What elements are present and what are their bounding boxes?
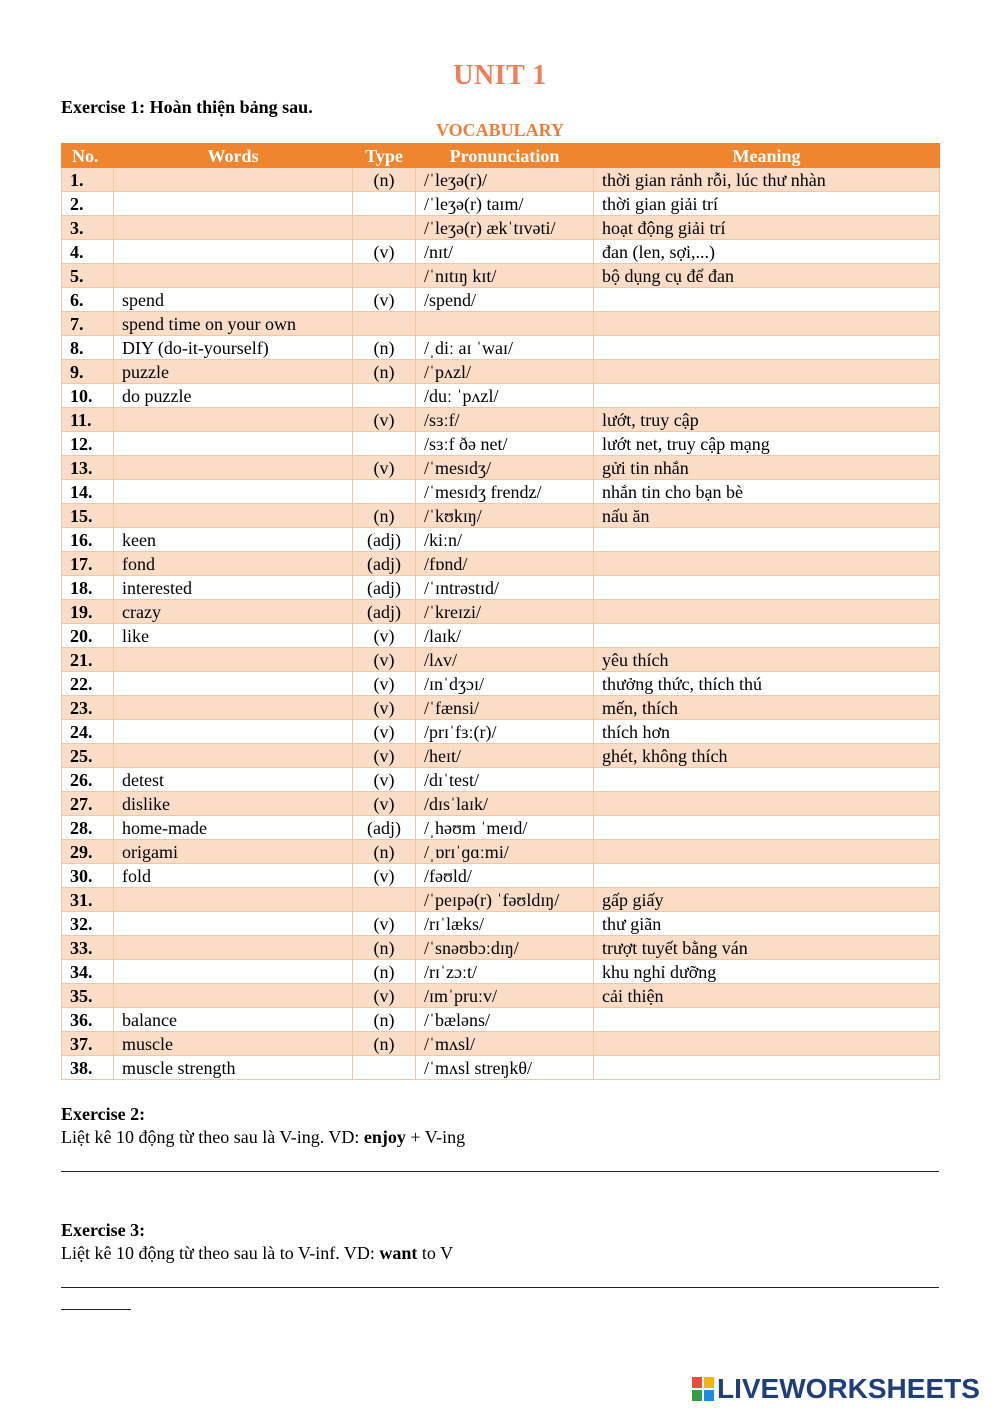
pronunciation-cell: /ˈleʒə(r)/ xyxy=(416,168,594,192)
column-header-words: Words xyxy=(114,144,353,168)
table-row xyxy=(62,720,940,744)
word-cell[interactable] xyxy=(114,408,353,432)
table-row xyxy=(62,456,940,480)
type-cell: (adj) xyxy=(353,576,416,600)
type-cell xyxy=(353,480,416,504)
word-cell[interactable]: fold xyxy=(114,864,353,888)
word-cell[interactable]: DIY (do-it-yourself) xyxy=(114,336,353,360)
type-cell: (v) xyxy=(353,648,416,672)
type-cell xyxy=(353,264,416,288)
row-number: 6. xyxy=(62,288,114,312)
meaning-cell[interactable]: thích hơn xyxy=(594,720,940,744)
logo-square-3 xyxy=(692,1390,702,1401)
table-row xyxy=(62,552,940,576)
pronunciation-cell: /duː ˈpʌzl/ xyxy=(416,384,594,408)
row-number: 21. xyxy=(62,648,114,672)
pronunciation-cell: /ˈpʌzl/ xyxy=(416,360,594,384)
meaning-cell[interactable] xyxy=(594,576,940,600)
table-row xyxy=(62,984,940,1008)
type-cell: (v) xyxy=(353,720,416,744)
type-cell: (adj) xyxy=(353,600,416,624)
table-row xyxy=(62,192,940,216)
exercise3-title: Exercise 3: xyxy=(61,1220,146,1240)
meaning-cell[interactable] xyxy=(594,552,940,576)
logo-square-4 xyxy=(704,1390,714,1401)
type-cell xyxy=(353,216,416,240)
type-cell: (n) xyxy=(353,960,416,984)
row-number: 14. xyxy=(62,480,114,504)
pronunciation-cell: /fɒnd/ xyxy=(416,552,594,576)
type-cell: (adj) xyxy=(353,552,416,576)
liveworksheets-brand xyxy=(692,1374,980,1404)
exercise3-instruction xyxy=(61,1243,453,1264)
row-number: 30. xyxy=(62,864,114,888)
table-row xyxy=(62,576,940,600)
table-row xyxy=(62,840,940,864)
type-cell: (n) xyxy=(353,840,416,864)
pronunciation-cell: /dɪsˈlaɪk/ xyxy=(416,792,594,816)
type-cell: (v) xyxy=(353,792,416,816)
row-number: 23. xyxy=(62,696,114,720)
meaning-cell[interactable] xyxy=(594,768,940,792)
type-cell xyxy=(353,1056,416,1080)
word-cell[interactable]: detest xyxy=(114,768,353,792)
table-row xyxy=(62,408,940,432)
meaning-cell[interactable] xyxy=(594,624,940,648)
exercise2-text-after: + V-ing xyxy=(405,1127,466,1147)
pronunciation-cell: /ˌɒrɪˈɡɑːmi/ xyxy=(416,840,594,864)
table-row xyxy=(62,504,940,528)
table-row xyxy=(62,1032,940,1056)
table-row xyxy=(62,768,940,792)
type-cell: (adj) xyxy=(353,816,416,840)
type-cell: (n) xyxy=(353,168,416,192)
type-cell: (n) xyxy=(353,504,416,528)
logo-square-1 xyxy=(692,1377,702,1388)
pronunciation-cell: /heɪt/ xyxy=(416,744,594,768)
word-cell[interactable] xyxy=(114,240,353,264)
type-cell: (n) xyxy=(353,1032,416,1056)
meaning-cell[interactable]: thời gian rảnh rỗi, lúc thư nhàn xyxy=(594,168,940,192)
word-cell[interactable]: muscle xyxy=(114,1032,353,1056)
vocabulary-title: VOCABULARY xyxy=(435,120,564,140)
column-header-no: No. xyxy=(62,144,114,168)
pronunciation-cell: /fəʊld/ xyxy=(416,864,594,888)
word-cell[interactable]: balance xyxy=(114,1008,353,1032)
table-row xyxy=(62,288,940,312)
meaning-cell[interactable]: trượt tuyết bằng ván xyxy=(594,936,940,960)
word-cell[interactable] xyxy=(114,216,353,240)
type-cell: (v) xyxy=(353,456,416,480)
row-number: 29. xyxy=(62,840,114,864)
type-cell: (n) xyxy=(353,360,416,384)
type-cell: (v) xyxy=(353,864,416,888)
logo-square-2 xyxy=(704,1377,714,1388)
table-row xyxy=(62,672,940,696)
meaning-cell[interactable]: lướt, truy cập xyxy=(594,408,940,432)
word-cell[interactable]: origami xyxy=(114,840,353,864)
table-row xyxy=(62,624,940,648)
column-header-pronunciation: Pronunciation xyxy=(416,144,594,168)
liveworksheets-logo-icon xyxy=(692,1377,714,1401)
meaning-cell[interactable]: mến, thích xyxy=(594,696,940,720)
pronunciation-cell: /prɪˈfɜː(r)/ xyxy=(416,720,594,744)
word-cell[interactable] xyxy=(114,648,353,672)
meaning-cell[interactable]: yêu thích xyxy=(594,648,940,672)
row-number: 22. xyxy=(62,672,114,696)
type-cell: (v) xyxy=(353,240,416,264)
meaning-cell[interactable]: đan (len, sợi,...) xyxy=(594,240,940,264)
row-number: 34. xyxy=(62,960,114,984)
meaning-cell[interactable] xyxy=(594,864,940,888)
type-cell xyxy=(353,192,416,216)
exercise2-title: Exercise 2: xyxy=(61,1104,146,1124)
pronunciation-cell: /ˈɪntrəstɪd/ xyxy=(416,576,594,600)
exercise3-example-verb: want xyxy=(379,1243,418,1263)
pronunciation-cell: /ˌhəʊm ˈmeɪd/ xyxy=(416,816,594,840)
type-cell: (v) xyxy=(353,672,416,696)
vocabulary-table xyxy=(61,143,940,1080)
pronunciation-cell: /ˈnɪtɪŋ kɪt/ xyxy=(416,264,594,288)
word-cell[interactable] xyxy=(114,936,353,960)
pronunciation-cell: /sɜːf ðə net/ xyxy=(416,432,594,456)
meaning-cell[interactable]: bộ dụng cụ để đan xyxy=(594,264,940,288)
type-cell: (v) xyxy=(353,408,416,432)
word-cell[interactable]: interested xyxy=(114,576,353,600)
table-row xyxy=(62,384,940,408)
type-cell: (v) xyxy=(353,696,416,720)
meaning-cell[interactable]: gấp giấy xyxy=(594,888,940,912)
row-number: 11. xyxy=(62,408,114,432)
table-row xyxy=(62,432,940,456)
word-cell[interactable]: muscle strength xyxy=(114,1056,353,1080)
word-cell[interactable] xyxy=(114,744,353,768)
pronunciation-cell: /ˌdiː aɪ ˈwaɪ/ xyxy=(416,336,594,360)
type-cell: (n) xyxy=(353,336,416,360)
meaning-cell[interactable]: khu nghỉ dưỡng xyxy=(594,960,940,984)
meaning-cell[interactable] xyxy=(594,1008,940,1032)
row-number: 18. xyxy=(62,576,114,600)
type-cell: (v) xyxy=(353,984,416,1008)
pronunciation-cell: /nɪt/ xyxy=(416,240,594,264)
pronunciation-cell: /rɪˈlæks/ xyxy=(416,912,594,936)
table-header-row xyxy=(62,144,940,168)
table-row xyxy=(62,528,940,552)
pronunciation-cell: /ˈkreɪzi/ xyxy=(416,600,594,624)
word-cell[interactable]: keen xyxy=(114,528,353,552)
word-cell[interactable]: puzzle xyxy=(114,360,353,384)
pronunciation-cell: /spend/ xyxy=(416,288,594,312)
type-cell: (adj) xyxy=(353,528,416,552)
pronunciation-cell: /ˈmʌsl/ xyxy=(416,1032,594,1056)
row-number: 1. xyxy=(62,168,114,192)
word-cell[interactable]: fond xyxy=(114,552,353,576)
type-cell: (v) xyxy=(353,768,416,792)
meaning-cell[interactable]: lướt net, truy cập mạng xyxy=(594,432,940,456)
pronunciation-cell: /sɜːf/ xyxy=(416,408,594,432)
vocabulary-table-body xyxy=(62,168,940,1080)
row-number: 27. xyxy=(62,792,114,816)
word-cell[interactable] xyxy=(114,456,353,480)
word-cell[interactable]: dislike xyxy=(114,792,353,816)
table-row xyxy=(62,648,940,672)
meaning-cell[interactable]: thời gian giải trí xyxy=(594,192,940,216)
exercise2-answer-line[interactable] xyxy=(61,1171,939,1172)
row-number: 20. xyxy=(62,624,114,648)
row-number: 31. xyxy=(62,888,114,912)
meaning-cell[interactable]: thư giãn xyxy=(594,912,940,936)
meaning-cell[interactable] xyxy=(594,384,940,408)
row-number: 36. xyxy=(62,1008,114,1032)
unit-title: UNIT 1 xyxy=(453,60,547,91)
meaning-cell[interactable] xyxy=(594,360,940,384)
word-cell[interactable] xyxy=(114,432,353,456)
word-cell[interactable] xyxy=(114,480,353,504)
meaning-cell[interactable] xyxy=(594,288,940,312)
meaning-cell[interactable] xyxy=(594,792,940,816)
table-row xyxy=(62,744,940,768)
word-cell[interactable]: do puzzle xyxy=(114,384,353,408)
pronunciation-cell: /dɪˈtest/ xyxy=(416,768,594,792)
table-row xyxy=(62,936,940,960)
row-number: 28. xyxy=(62,816,114,840)
row-number: 33. xyxy=(62,936,114,960)
row-number: 5. xyxy=(62,264,114,288)
table-row xyxy=(62,696,940,720)
meaning-cell[interactable] xyxy=(594,1056,940,1080)
row-number: 15. xyxy=(62,504,114,528)
word-cell[interactable]: home-made xyxy=(114,816,353,840)
type-cell xyxy=(353,312,416,336)
table-row xyxy=(62,168,940,192)
row-number: 38. xyxy=(62,1056,114,1080)
meaning-cell[interactable]: gửi tin nhắn xyxy=(594,456,940,480)
column-header-type: Type xyxy=(353,144,416,168)
word-cell[interactable] xyxy=(114,888,353,912)
exercise3-answer-line[interactable] xyxy=(61,1287,939,1288)
pronunciation-cell: /laɪk/ xyxy=(416,624,594,648)
word-cell[interactable] xyxy=(114,960,353,984)
meaning-cell[interactable]: hoạt động giải trí xyxy=(594,216,940,240)
exercise2-instruction xyxy=(61,1127,465,1148)
word-cell[interactable] xyxy=(114,504,353,528)
word-cell[interactable] xyxy=(114,984,353,1008)
row-number: 19. xyxy=(62,600,114,624)
meaning-cell[interactable]: thưởng thức, thích thú xyxy=(594,672,940,696)
meaning-cell[interactable] xyxy=(594,840,940,864)
table-row xyxy=(62,600,940,624)
word-cell[interactable]: spend xyxy=(114,288,353,312)
liveworksheets-wordmark: LIVEWORKSHEETS xyxy=(717,1373,980,1404)
exercise2-example-verb: enjoy xyxy=(363,1127,406,1147)
type-cell xyxy=(353,432,416,456)
type-cell: (n) xyxy=(353,936,416,960)
meaning-cell[interactable]: ghét, không thích xyxy=(594,744,940,768)
word-cell[interactable] xyxy=(114,192,353,216)
pronunciation-cell: /ˈfænsi/ xyxy=(416,696,594,720)
meaning-cell[interactable] xyxy=(594,816,940,840)
word-cell[interactable] xyxy=(114,672,353,696)
table-row xyxy=(62,360,940,384)
type-cell: (n) xyxy=(353,1008,416,1032)
row-number: 17. xyxy=(62,552,114,576)
row-number: 37. xyxy=(62,1032,114,1056)
word-cell[interactable]: crazy xyxy=(114,600,353,624)
type-cell xyxy=(353,384,416,408)
pronunciation-cell: /ˈmesɪdʒ frendz/ xyxy=(416,480,594,504)
row-number: 16. xyxy=(62,528,114,552)
word-cell[interactable]: spend time on your own xyxy=(114,312,353,336)
word-cell[interactable] xyxy=(114,168,353,192)
pronunciation-cell: /ˈpeɪpə(r) ˈfəʊldɪŋ/ xyxy=(416,888,594,912)
meaning-cell[interactable]: nhắn tin cho bạn bè xyxy=(594,480,940,504)
pronunciation-cell: /ˈmʌsl streŋkθ/ xyxy=(416,1056,594,1080)
pronunciation-cell: /ˈmesɪdʒ/ xyxy=(416,456,594,480)
pronunciation-cell: /ˈbæləns/ xyxy=(416,1008,594,1032)
exercise3-answer-line-short[interactable] xyxy=(61,1309,131,1310)
pronunciation-cell: /ˈkʊkɪŋ/ xyxy=(416,504,594,528)
table-row xyxy=(62,216,940,240)
row-number: 9. xyxy=(62,360,114,384)
meaning-cell[interactable] xyxy=(594,312,940,336)
pronunciation-cell: /ɪnˈdʒɔɪ/ xyxy=(416,672,594,696)
type-cell: (v) xyxy=(353,288,416,312)
type-cell: (v) xyxy=(353,744,416,768)
table-row xyxy=(62,264,940,288)
row-number: 2. xyxy=(62,192,114,216)
row-number: 26. xyxy=(62,768,114,792)
row-number: 24. xyxy=(62,720,114,744)
row-number: 10. xyxy=(62,384,114,408)
row-number: 12. xyxy=(62,432,114,456)
table-row xyxy=(62,240,940,264)
pronunciation-cell: /ˈleʒə(r) ækˈtɪvəti/ xyxy=(416,216,594,240)
column-header-meaning: Meaning xyxy=(594,144,940,168)
meaning-cell[interactable] xyxy=(594,528,940,552)
pronunciation-cell: /kiːn/ xyxy=(416,528,594,552)
type-cell: (v) xyxy=(353,912,416,936)
table-row xyxy=(62,336,940,360)
word-cell[interactable] xyxy=(114,264,353,288)
exercise1-title: Exercise 1: Hoàn thiện bảng sau. xyxy=(61,97,313,117)
row-number: 13. xyxy=(62,456,114,480)
table-row xyxy=(62,480,940,504)
row-number: 7. xyxy=(62,312,114,336)
table-row xyxy=(62,792,940,816)
pronunciation-cell: /ˈleʒə(r) taɪm/ xyxy=(416,192,594,216)
pronunciation-cell: /ɪmˈpruːv/ xyxy=(416,984,594,1008)
row-number: 3. xyxy=(62,216,114,240)
table-row xyxy=(62,312,940,336)
meaning-cell[interactable]: nấu ăn xyxy=(594,504,940,528)
type-cell xyxy=(353,888,416,912)
pronunciation-cell: /rɪˈzɔːt/ xyxy=(416,960,594,984)
word-cell[interactable]: like xyxy=(114,624,353,648)
row-number: 32. xyxy=(62,912,114,936)
row-number: 25. xyxy=(62,744,114,768)
table-row xyxy=(62,912,940,936)
pronunciation-cell: /ˈsnəʊbɔːdɪŋ/ xyxy=(416,936,594,960)
table-row xyxy=(62,1056,940,1080)
exercise3-text-after: to V xyxy=(417,1243,454,1263)
row-number: 35. xyxy=(62,984,114,1008)
table-row xyxy=(62,816,940,840)
exercise3-text-before: Liệt kê 10 động từ theo sau là to V-inf. VD: xyxy=(61,1243,380,1263)
word-cell[interactable] xyxy=(114,696,353,720)
row-number: 8. xyxy=(62,336,114,360)
row-number: 4. xyxy=(62,240,114,264)
table-row xyxy=(62,888,940,912)
meaning-cell[interactable]: cải thiện xyxy=(594,984,940,1008)
meaning-cell[interactable] xyxy=(594,1032,940,1056)
meaning-cell[interactable] xyxy=(594,600,940,624)
table-row xyxy=(62,1008,940,1032)
pronunciation-cell xyxy=(416,312,594,336)
meaning-cell[interactable] xyxy=(594,336,940,360)
table-row xyxy=(62,960,940,984)
type-cell: (v) xyxy=(353,624,416,648)
table-row xyxy=(62,864,940,888)
word-cell[interactable] xyxy=(114,912,353,936)
pronunciation-cell: /lʌv/ xyxy=(416,648,594,672)
word-cell[interactable] xyxy=(114,720,353,744)
exercise2-text-before: Liệt kê 10 động từ theo sau là V-ing. VD: xyxy=(61,1127,364,1147)
